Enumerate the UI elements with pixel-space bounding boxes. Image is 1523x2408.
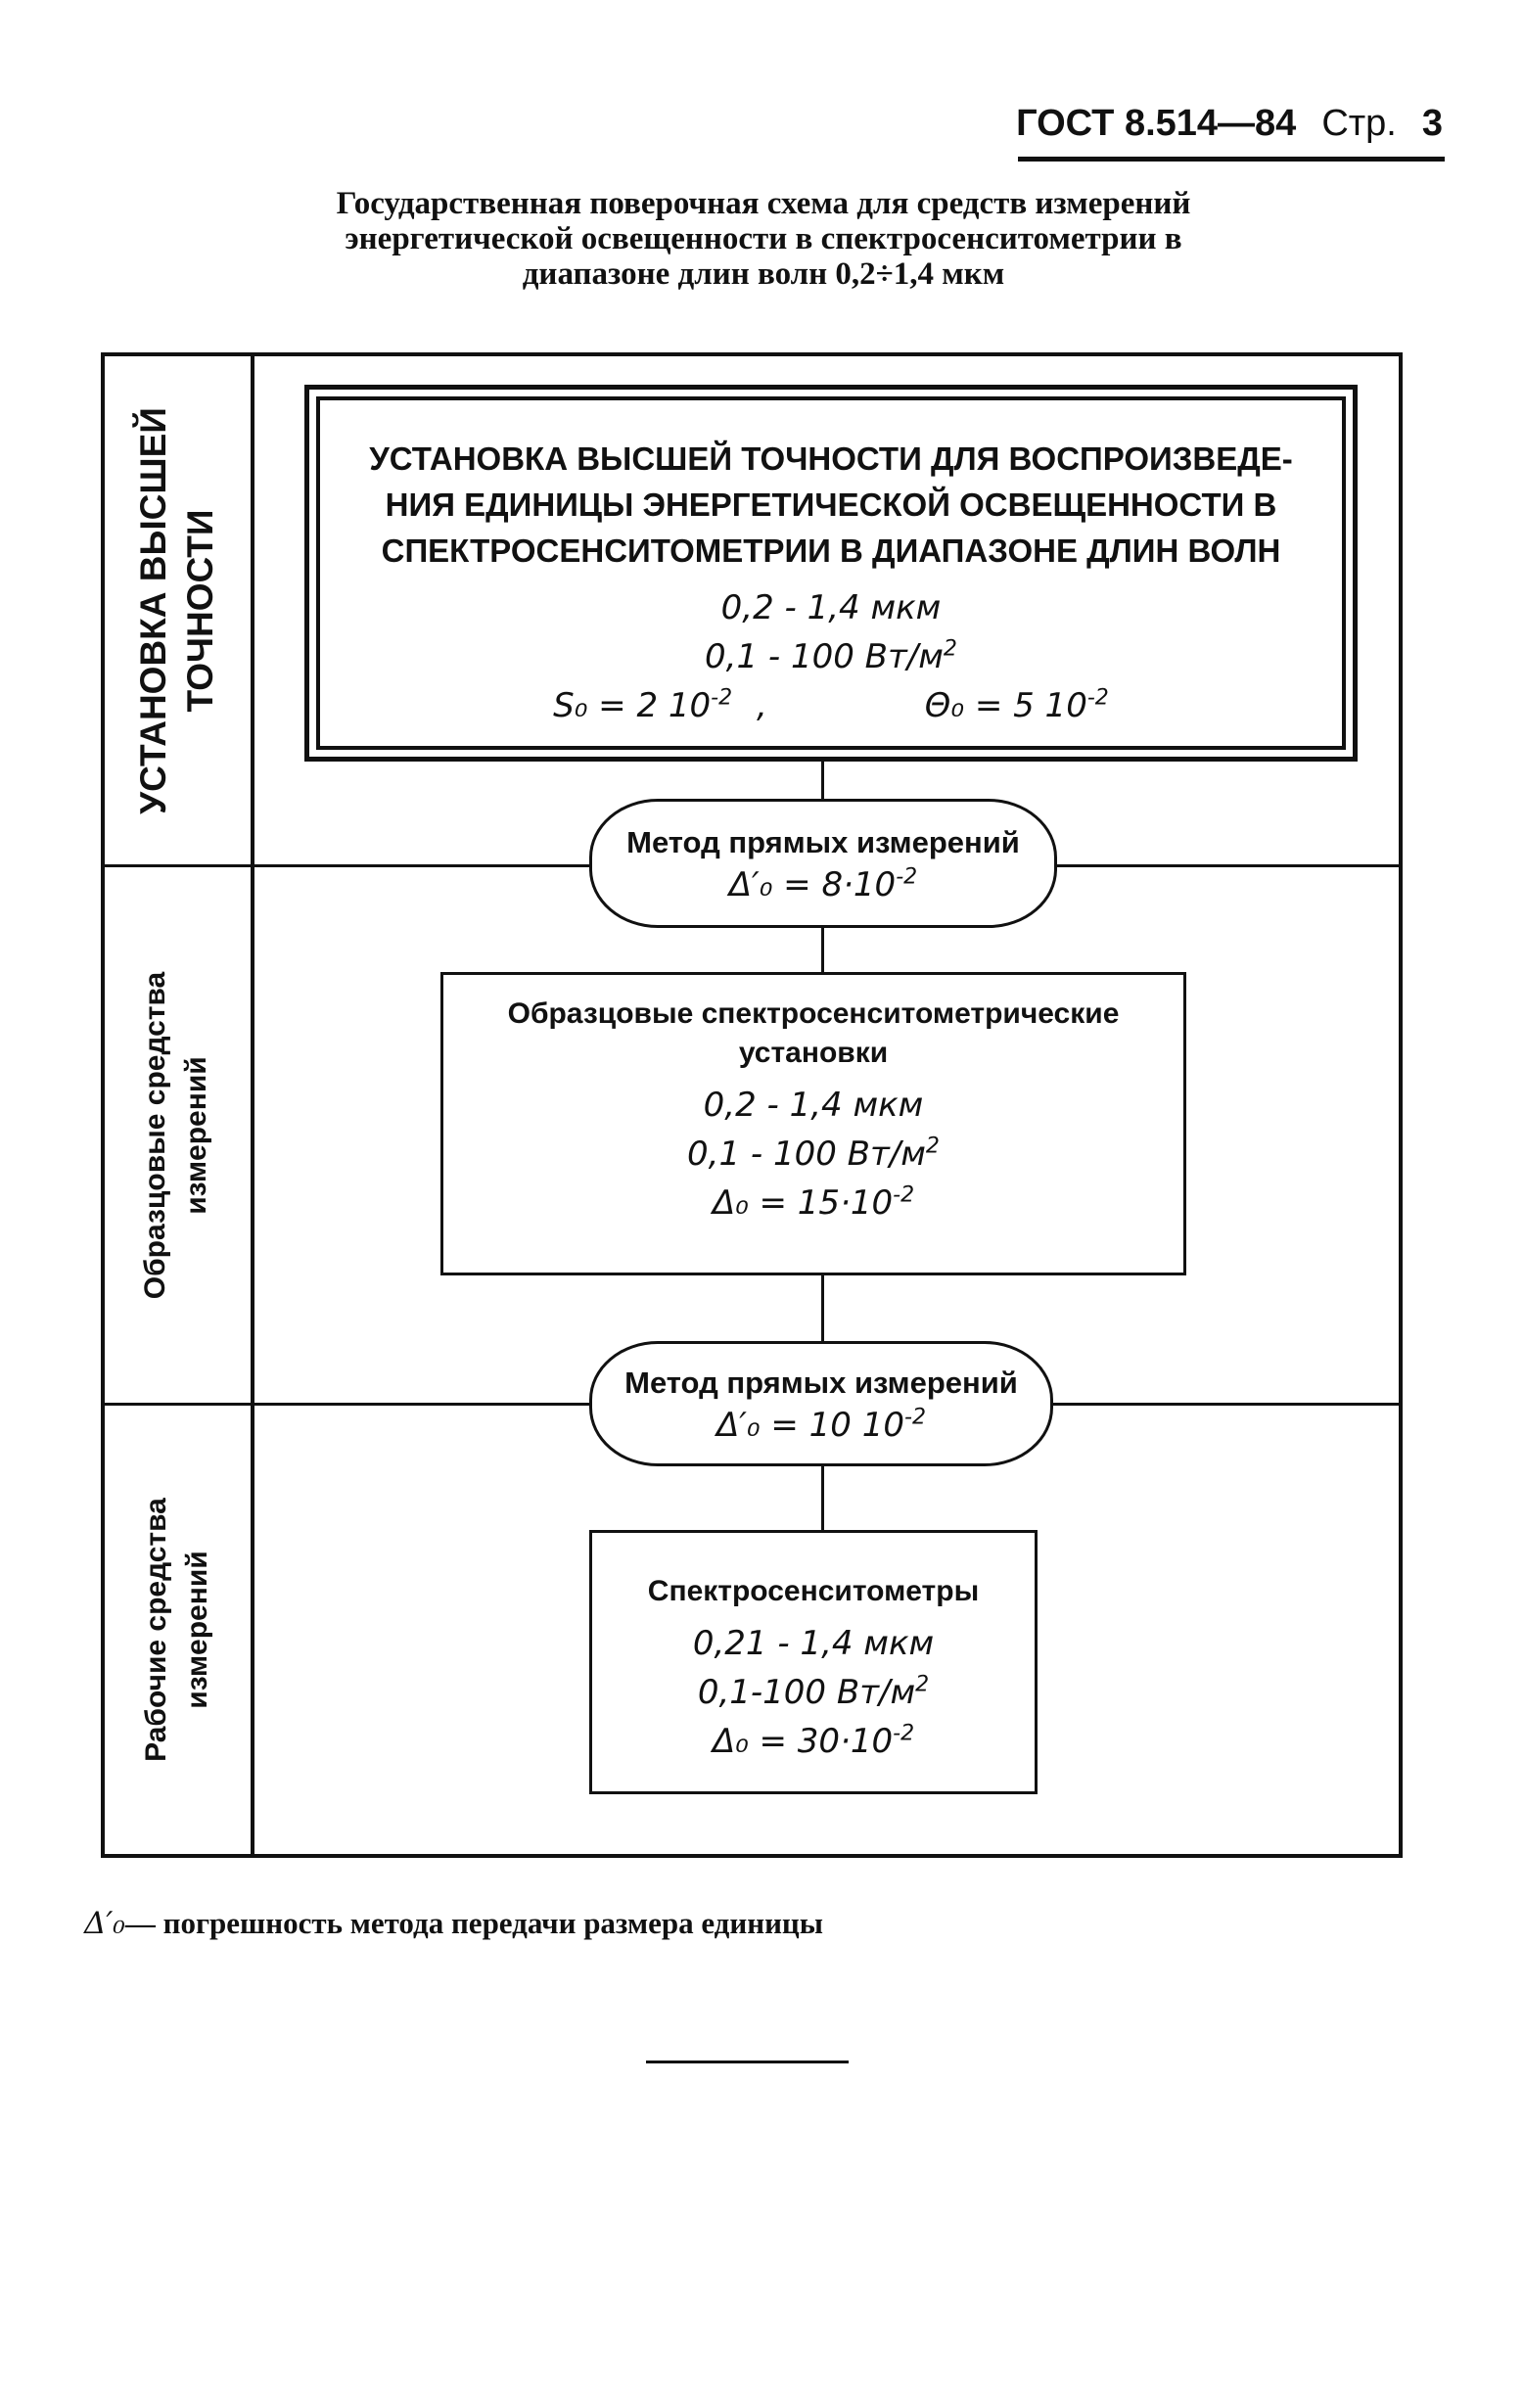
error-value — [443, 1179, 1183, 1227]
reference-means-box — [440, 972, 1186, 1275]
primary-standard-content — [316, 436, 1346, 730]
footnote — [84, 1906, 823, 1941]
row-label-working-means — [102, 1406, 252, 1854]
wavelength-range: 0,21 - 1,4 мкм — [692, 1624, 935, 1663]
theta0-exponent: -2 — [1086, 684, 1109, 711]
method-direct-measurements-2 — [589, 1341, 1053, 1466]
method-label: Метод прямых измерений — [626, 825, 1020, 859]
s0-value: S₀ = 2 10 — [553, 686, 712, 725]
title-line: Государственная поверочная схема для средств измерений — [336, 186, 1191, 221]
delta-value: Δ₀ = 15·10 — [712, 1183, 894, 1223]
row-label-line: измерений — [180, 1055, 213, 1215]
bottom-divider — [646, 2061, 849, 2063]
page-label: Стр. — [1321, 103, 1397, 144]
delta-exponent: -2 — [893, 1181, 915, 1208]
method-error-exponent: -2 — [904, 1404, 927, 1430]
connector-line — [821, 1466, 824, 1530]
delta-value: Δ₀ = 30·10 — [712, 1722, 894, 1761]
footnote-text: — погрешность метода передачи размера единицы — [124, 1906, 823, 1940]
irradiance-range-value: 0,1 - 100 Вт/м — [705, 637, 944, 676]
method-error — [592, 862, 1054, 907]
irradiance-range — [316, 632, 1346, 681]
irradiance-range-exponent: 2 — [915, 1671, 930, 1697]
scheme-title — [196, 186, 1331, 292]
header-underline — [1018, 157, 1445, 162]
theta0-value: Θ₀ = 5 10 — [924, 686, 1087, 725]
title-line: энергетической освещенности в спектросенситометрии в — [345, 221, 1182, 256]
connector-line — [821, 1275, 824, 1341]
wavelength-range: 0,2 - 1,4 мкм — [720, 588, 942, 627]
row-label-line: измерений — [180, 1551, 213, 1709]
row-label-line: Рабочие средства — [139, 1498, 172, 1762]
irradiance-range-value: 0,1-100 Вт/м — [697, 1673, 916, 1712]
title-line: диапазоне длин волн 0,2÷1,4 мкм — [522, 256, 1005, 292]
row-label-line: УСТАНОВКА ВЫСШЕЙ — [132, 406, 173, 814]
primary-standard-line: НИЯ ЕДИНИЦЫ ЭНЕРГЕТИЧЕСКОЙ ОСВЕЩЕННОСТИ В — [385, 486, 1277, 523]
irradiance-range-value: 0,1 - 100 Вт/м — [687, 1135, 926, 1174]
standard-number: ГОСТ 8.514—84 — [1016, 103, 1297, 144]
uncertainty-values — [316, 681, 1346, 730]
wavelength-range: 0,2 - 1,4 мкм — [703, 1086, 924, 1125]
connector-line — [821, 928, 824, 972]
method-error-value: Δ′₀ = 8·10 — [728, 865, 897, 904]
footnote-symbol: Δ′₀ — [84, 1906, 125, 1941]
method-error-value: Δ′₀ = 10 10 — [715, 1406, 904, 1445]
working-means-box — [589, 1530, 1038, 1794]
primary-standard-line: СПЕКТРОСЕНСИТОМЕТРИИ В ДИАПАЗОНЕ ДЛИН ВОЛН — [381, 533, 1281, 569]
method-error — [592, 1403, 1050, 1448]
row-label-highest-accuracy — [102, 356, 252, 864]
s0-exponent: -2 — [711, 684, 733, 711]
row-label-reference-means — [102, 867, 252, 1403]
working-means-title: Спектросенситометры — [647, 1575, 980, 1607]
irradiance-range-exponent: 2 — [925, 1133, 940, 1159]
row-label-line: ТОЧНОСТИ — [179, 509, 220, 712]
row-label-line: Образцовые средства — [139, 971, 172, 1299]
reference-means-title — [443, 975, 1183, 1073]
primary-standard-line: УСТАНОВКА ВЫСШЕЙ ТОЧНОСТИ ДЛЯ ВОСПРОИЗВЕДЕ- — [369, 440, 1293, 477]
irradiance-range-exponent: 2 — [943, 635, 957, 662]
reference-means-title-line: установки — [738, 1037, 889, 1069]
method-label: Метод прямых измерений — [624, 1366, 1018, 1400]
error-value — [592, 1717, 1035, 1766]
page-number: 3 — [1421, 103, 1443, 144]
irradiance-range — [443, 1130, 1183, 1179]
separator: , — [757, 686, 767, 725]
method-direct-measurements-1 — [589, 799, 1057, 928]
connector-line — [821, 762, 824, 799]
irradiance-range — [592, 1668, 1035, 1717]
delta-exponent: -2 — [893, 1720, 915, 1746]
document-header — [1016, 103, 1443, 145]
reference-means-title-line: Образцовые спектросенситометрические — [507, 997, 1120, 1030]
method-error-exponent: -2 — [896, 863, 918, 890]
